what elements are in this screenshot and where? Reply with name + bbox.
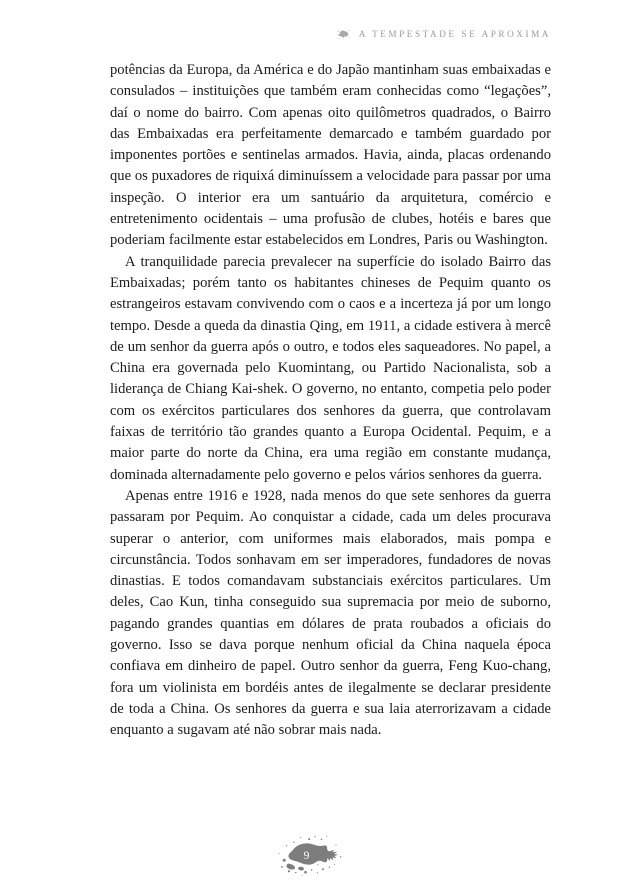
- page-footer: [0, 830, 619, 886]
- body-text-column: [110, 60, 551, 742]
- paragraph-1: potências da Europa, da América e do Japão mantinham suas embaixadas e consulados – instituições que também eram conhecidas como “legações”, daí o nome do bairro. Com apenas oito quilômetros quadrados, o Bairro das Embaixadas era perfeitamente demarcado e também guardado por imponentes portões e sentinelas armados. Havia, ainda, placas ordenando que os puxadores de riquixá diminuíssem a velocidade para passar por uma inspeção. O interior era um santuário da arquitetura, comércio e entretenimento ocidentais – uma profusão de clubes, hotéis e bares que poderiam facilmente estar estabelecidos em Londres, Paris ou Washington.: [110, 62, 551, 249]
- paragraph-3: Apenas entre 1916 e 1928, nada menos do que sete senhores da guerra passaram por Pequim. Ao conquistar a cidade, cada um deles procurava superar o anterior, com uniformes mais elaborados, mais pompa e circunstância. Todos sonhavam em ser imperadores, fundadores de novas dinastias. E todos comandavam substanciais exércitos particulares. Um deles, Cao Kun, tinha conseguido sua supremacia por meio de suborno, pagando grandes quantias em dólares de prata roubados a oficiais do governo. Isso se dava porque nenhum oficial da China naquela época confiava em dinheiro de papel. Outro senhor da guerra, Feng Kuo-chang, fora um violinista em bordéis antes de ilegalmente se declarar presidente de toda a China. Os senhores da guerra e sua laia aterrorizavam a cidade enquanto a sugavam até não sobrar mais nada.: [110, 487, 551, 739]
- ink-splatter-icon: [337, 29, 350, 40]
- paragraph-2: A tranquilidade parecia prevalecer na superfície do isolado Bairro das Embaixadas; porém tanto os habitantes chineses de Pequim quanto os estrangeiros estavam convivendo com o caos e a incerteza já por um longo tempo. Desde a queda da dinastia Qing, em 1911, a cidade estivera à mercê de um senhor da guerra após o outro, e todos eles saqueadores. No papel, a China era governada pelo Kuomintang, ou Partido Nacionalista, sob a liderança de Chiang Kai-shek. O governo, no entanto, competia pelo poder com os exércitos particulares dos senhores da guerra, que controlavam faixas de território tão grandes quanto a Europa Ocidental. Pequim, e a maior parte do norte da China, era uma região em constante mudança, dominada alternadamente pelo governo e pelos vários senhores da guerra.: [110, 253, 551, 483]
- running-head: [68, 26, 551, 42]
- folio-splatter-group: [274, 833, 346, 883]
- page-number: 9: [303, 850, 310, 862]
- running-head-title: A TEMPESTADE SE APROXIMA: [358, 29, 551, 39]
